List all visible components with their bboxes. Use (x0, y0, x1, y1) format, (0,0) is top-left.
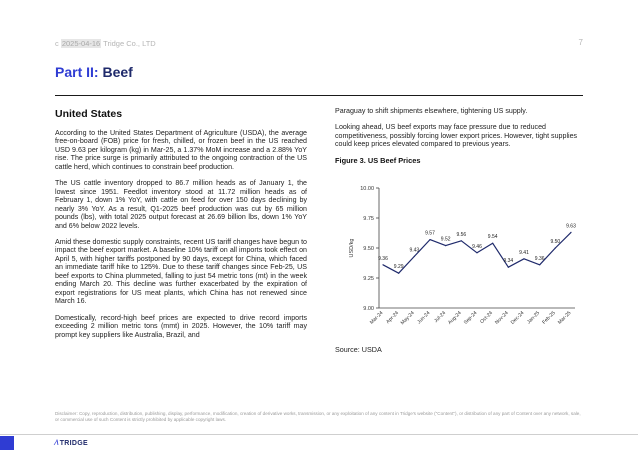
part-label: Part II: (55, 64, 99, 80)
data-point (429, 239, 430, 240)
title-divider (55, 95, 583, 96)
data-point (445, 245, 446, 246)
x-tick-label: Oct-24 (479, 310, 495, 326)
paragraph-2: The US cattle inventory dropped to 86.7 million heads as of January 1, the lowest since 1951. Feedlot inventory stood at 11.72 million heads as of February 1, down 1% YoY, with cattle on feed for over 150 days declining by nearly 3% YoY. As a result, Q1-2025 beef production was cut by 65 million pounds (lbs), with total 2025 output forecast at 26.69 billion lbs, down 1% YoY and 6% below 2022 levels. (55, 179, 307, 230)
report-date: 2025-04-16 (61, 39, 101, 48)
x-tick-label: Dec-24 (509, 310, 526, 326)
data-point (523, 258, 524, 259)
data-label: 9.36 (378, 255, 388, 262)
data-label: 9.52 (440, 236, 451, 243)
data-point (476, 252, 477, 253)
x-tick-label: Apr-24 (385, 310, 401, 326)
data-point (570, 232, 571, 233)
right-column (335, 107, 588, 165)
data-label: 9.29 (393, 264, 404, 271)
paragraph-5: Paraguay to shift shipments elsewhere, tightening US supply. (335, 107, 528, 115)
tridge-logo-icon: ⁄\ (55, 440, 59, 447)
data-label: 9.46 (472, 243, 482, 250)
data-point (539, 264, 540, 265)
x-tick-label: Sep-24 (462, 310, 479, 326)
data-label: 9.43 (409, 247, 420, 254)
corner-accent-block (0, 436, 14, 450)
x-tick-label: Jul-24 (433, 310, 448, 325)
us-beef-price-chart (335, 180, 585, 340)
data-label: 9.34 (503, 258, 514, 265)
x-tick-label: May-24 (399, 310, 416, 327)
data-label: 9.41 (519, 249, 529, 256)
x-tick-label: Jun-24 (416, 310, 432, 326)
x-tick-label: Jan-25 (526, 310, 542, 326)
footer-divider (0, 434, 638, 435)
x-tick-label: Mar-25 (556, 310, 573, 326)
x-tick-label: Mar-24 (368, 310, 385, 326)
data-point (398, 273, 399, 274)
y-tick-label: 9.25 (363, 276, 374, 282)
y-tick-label: 9.75 (363, 216, 374, 222)
y-axis-label: USD/kg (349, 238, 355, 258)
x-tick-label: Feb-25 (541, 310, 557, 326)
tridge-logo (55, 440, 88, 447)
data-label: 9.36 (534, 255, 545, 262)
data-point (461, 240, 462, 241)
disclaimer: Disclaimer: Copy, reproduction, distribution, publishing, display, performance, modification, creation of derivative works, transmission, or any exploitation of any content in Tridge's website ("Content"), or distribution of any part of Content over any network, sale, or commercial use of such Content is strictly prohibited by applicable copyright laws. (55, 411, 581, 422)
paragraph-6: Looking ahead, US beef exports may face pressure due to reduced competitiveness, possibly forcing lower export prices. However, tight supplies could keep prices elevated compared to previous years. (335, 123, 578, 149)
chart-source: Source: USDA (335, 345, 382, 354)
copyright-mark: c (55, 39, 59, 48)
data-point (382, 264, 383, 265)
data-label: 9.54 (487, 234, 498, 241)
y-tick-label: 9.00 (363, 306, 374, 312)
header-copyright (55, 39, 156, 48)
y-tick-label: 10.00 (360, 186, 374, 192)
part-name: Beef (102, 64, 133, 80)
data-point (492, 243, 493, 244)
data-point (555, 247, 556, 248)
data-label: 9.56 (456, 231, 467, 238)
data-label: 9.50 (550, 239, 561, 245)
paragraph-1: According to the United States Department of Agriculture (USDA), the average free-on-board (FOB) price for fresh, chilled, or frozen beef in the US reached USD 9.63 per kilogram (kg) in Mar-25, a 1.37% MoM increase and a 2.88% YoY rise. The price surge is primarily attributed to the ongoing contraction of the US cattle herd, which continues to constrain beef production. (55, 129, 307, 171)
company-name: Tridge Co., LTD (103, 39, 156, 48)
figure-caption: Figure 3. US Beef Prices (335, 155, 421, 165)
page-number: 7 (578, 38, 583, 47)
data-label: 9.57 (425, 230, 435, 237)
part-title (55, 64, 133, 80)
left-column (55, 108, 307, 347)
data-point (414, 256, 415, 257)
x-tick-label: Aug-24 (447, 310, 463, 326)
y-tick-label: 9.50 (363, 246, 374, 252)
x-tick-label: Nov-24 (494, 310, 510, 326)
section-title: United States (55, 108, 123, 120)
paragraph-3: Amid these domestic supply constraints, recent US tariff changes have begun to impact the beef export market. A baseline 10% tariff on all imports took effect on April 5, with higher tariffs postponed by 90 days, except for China, which faced an immediate tariff hike to 125%. Due to these tariff changes since Feb-25, US beef exports to China plummeted, falling to just 54 metric tons (mt) in the week ending March 20. This decline was further exacerbated by the expiration of export registrations for US meat plants, which China has not renewed since March 16. (55, 237, 307, 306)
data-label: 9.63 (566, 223, 576, 230)
tridge-logo-text: TRIDGE (59, 440, 88, 447)
paragraph-4: Domestically, record-high beef prices are expected to drive record imports exceeding 2 million metric tons (mmt) in 2025. However, the 10% tariff may prompt key suppliers like Australia, Brazil, and (55, 313, 307, 339)
data-point (508, 267, 509, 268)
